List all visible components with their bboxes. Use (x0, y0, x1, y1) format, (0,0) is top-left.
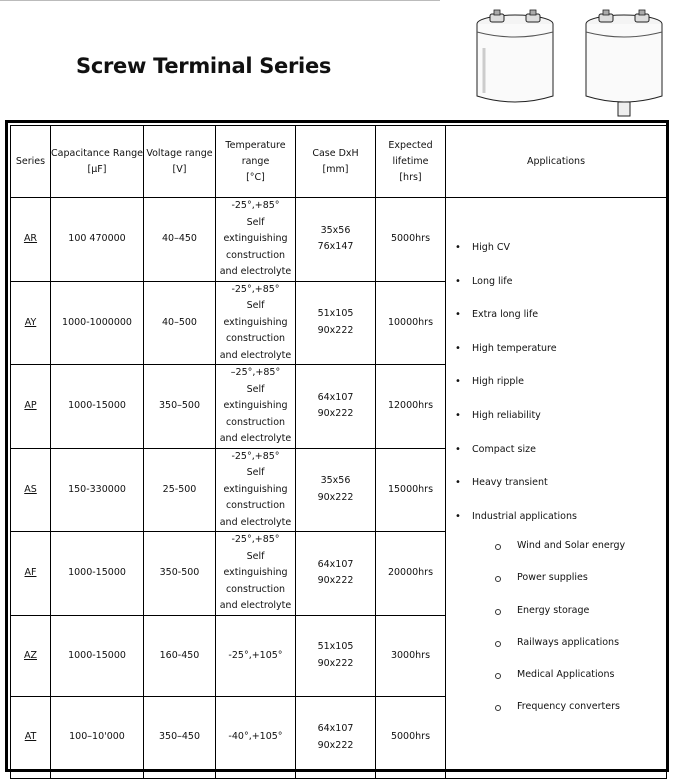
applications-cell (446, 198, 667, 779)
bullet-icon: • (455, 477, 461, 489)
application-item (446, 475, 666, 509)
temperature-line: extinguishing (223, 483, 288, 495)
application-item (446, 240, 666, 274)
circle-bullet-icon (495, 705, 501, 711)
bullet-icon: • (455, 275, 461, 287)
lifetime-cell: 10000hrs (376, 281, 446, 365)
sub-application-label: Power supplies (517, 572, 588, 584)
application-item (446, 274, 666, 308)
temperature-line: extinguishing (223, 567, 288, 578)
temperature-cell (216, 365, 296, 449)
capacitance-cell: 1000-15000 (51, 615, 144, 697)
capacitor-image-left (474, 8, 556, 108)
case-line: 90x222 (317, 491, 354, 503)
application-label: High ripple (472, 376, 524, 388)
temperature-line: Self (246, 300, 265, 311)
temperature-line: and electrolyte (219, 266, 292, 277)
temperature-line: extinguishing (223, 400, 288, 411)
temperature-line: Self (246, 216, 265, 228)
application-label: High reliability (472, 409, 541, 421)
temperature-line: Self (246, 383, 265, 395)
temperature-cell (216, 615, 296, 697)
application-label: Industrial applications (472, 510, 577, 522)
circle-bullet-icon (495, 641, 501, 647)
temperature-cell (216, 697, 296, 779)
lifetime-cell: 3000hrs (376, 615, 446, 697)
series-link[interactable]: AF (24, 567, 37, 578)
case-line: 51x105 (317, 641, 354, 653)
temperature-line: construction (225, 249, 286, 261)
bullet-icon: • (455, 376, 461, 388)
application-item (446, 341, 666, 375)
case-line: 90x222 (317, 324, 354, 336)
case-cell (296, 365, 376, 449)
temperature-cell (216, 448, 296, 532)
header-row (11, 126, 667, 198)
temperature-line: -40°,+105° (228, 731, 283, 743)
page-title: Screw Terminal Series (76, 54, 332, 78)
application-item (446, 374, 666, 408)
lifetime-cell: 20000hrs (376, 532, 446, 616)
temperature-line: -25°,+85° (231, 200, 280, 211)
circle-bullet-icon (495, 576, 501, 582)
application-item (446, 408, 666, 442)
lifetime-cell: 12000hrs (376, 365, 446, 449)
case-line: 35x56 (320, 475, 351, 487)
application-item (446, 307, 666, 341)
sub-application-label: Frequency converters (517, 701, 620, 713)
temperature-cell (216, 198, 296, 282)
temperature-cell (216, 532, 296, 616)
header-lifetime: Expected lifetime [hrs] (376, 126, 446, 198)
capacitance-cell: 1000-15000 (51, 365, 144, 449)
header-capacitance: Capacitance Range [µF] (51, 126, 144, 198)
temperature-line: and electrolyte (219, 516, 292, 528)
capacitance-cell: 1000-1000000 (51, 281, 144, 365)
header-voltage: Voltage range [V] (144, 126, 216, 198)
case-cell (296, 615, 376, 697)
series-cell (11, 697, 51, 779)
temperature-line: extinguishing (223, 233, 288, 244)
case-line: 90x222 (317, 739, 354, 751)
series-table (10, 125, 667, 779)
bullet-icon: • (455, 510, 461, 522)
circle-bullet-icon (495, 673, 501, 679)
series-cell (11, 198, 51, 282)
series-cell (11, 365, 51, 449)
series-link[interactable]: AY (24, 316, 37, 328)
case-line: 76x147 (317, 241, 354, 253)
series-link[interactable]: AZ (23, 649, 37, 661)
case-line: 90x222 (317, 408, 354, 420)
bullet-icon: • (455, 309, 461, 321)
temperature-line: -25°,+105° (228, 649, 283, 661)
sub-application-label: Wind and Solar energy (517, 540, 626, 551)
application-label: Heavy transient (472, 477, 548, 489)
bullet-icon: • (455, 342, 461, 354)
header-series: Series (11, 126, 51, 198)
temperature-line: construction (225, 416, 286, 428)
case-cell (296, 198, 376, 282)
temperature-line: extinguishing (223, 316, 288, 328)
temperature-line: –25°,+85° (230, 367, 281, 378)
case-line: 64x107 (317, 558, 354, 570)
voltage-cell: 350–450 (144, 697, 216, 779)
bullet-icon: • (455, 443, 461, 455)
sub-application-label: Medical Applications (517, 669, 615, 681)
header-case: Case DxH [mm] (296, 126, 376, 198)
temperature-line: -25°,+85° (231, 534, 280, 545)
sub-applications-list (446, 540, 666, 737)
capacitance-cell: 100–10'000 (51, 697, 144, 779)
voltage-cell: 40–500 (144, 281, 216, 365)
series-cell (11, 448, 51, 532)
temperature-line: construction (225, 333, 286, 344)
temperature-cell (216, 281, 296, 365)
capacitance-cell: 100 470000 (51, 198, 144, 282)
case-cell (296, 281, 376, 365)
application-item (446, 442, 666, 476)
temperature-line: Self (246, 467, 265, 478)
lifetime-cell: 15000hrs (376, 448, 446, 532)
case-line: 64x107 (317, 723, 354, 735)
table-row (11, 198, 667, 282)
case-line: 90x222 (317, 657, 354, 669)
application-label: Long life (472, 275, 513, 287)
series-link[interactable]: AR (23, 233, 38, 244)
series-link[interactable]: AT (24, 731, 37, 743)
bullet-icon: • (455, 242, 461, 253)
series-cell (11, 532, 51, 616)
temperature-line: -25°,+85° (231, 283, 280, 295)
temperature-line: and electrolyte (219, 433, 292, 444)
series-link[interactable]: AP (24, 400, 37, 411)
voltage-cell: 350-500 (144, 532, 216, 616)
header-applications: Applications (446, 126, 667, 198)
case-cell (296, 697, 376, 779)
temperature-line: construction (225, 583, 286, 595)
lifetime-cell: 5000hrs (376, 198, 446, 282)
sub-application-label: Railways applications (517, 636, 620, 648)
capacitor-image-right (583, 8, 665, 120)
case-line: 90x222 (317, 575, 354, 587)
voltage-cell: 350–500 (144, 365, 216, 449)
top-rule (0, 0, 440, 1)
capacitance-cell: 1000-15000 (51, 532, 144, 616)
temperature-line: construction (225, 500, 286, 511)
voltage-cell: 25-500 (144, 448, 216, 532)
bullet-icon: • (455, 409, 461, 421)
case-line: 64x107 (317, 391, 354, 403)
case-line: 51x105 (317, 308, 354, 320)
temperature-line: -25°,+85° (231, 450, 280, 462)
temperature-line: Self (246, 550, 265, 562)
voltage-cell: 160-450 (144, 615, 216, 697)
lifetime-cell: 5000hrs (376, 697, 446, 779)
sub-application-label: Energy storage (517, 604, 590, 616)
series-link[interactable]: AS (24, 483, 37, 495)
header-temperature: Temperature range [°C] (216, 126, 296, 198)
application-label: Compact size (472, 443, 536, 455)
temperature-line: and electrolyte (219, 349, 292, 361)
sub-application-item (446, 701, 666, 736)
series-cell (11, 615, 51, 697)
temperature-line: and electrolyte (219, 600, 292, 611)
case-cell (296, 532, 376, 616)
series-cell (11, 281, 51, 365)
voltage-cell: 40–450 (144, 198, 216, 282)
case-line: 35x56 (320, 224, 351, 236)
capacitance-cell: 150-330000 (51, 448, 144, 532)
applications-list (446, 240, 666, 542)
circle-bullet-icon (495, 609, 501, 615)
application-label: High CV (472, 242, 510, 253)
circle-bullet-icon (495, 544, 501, 550)
application-label: High temperature (472, 342, 557, 354)
case-cell (296, 448, 376, 532)
application-label: Extra long life (472, 309, 539, 321)
